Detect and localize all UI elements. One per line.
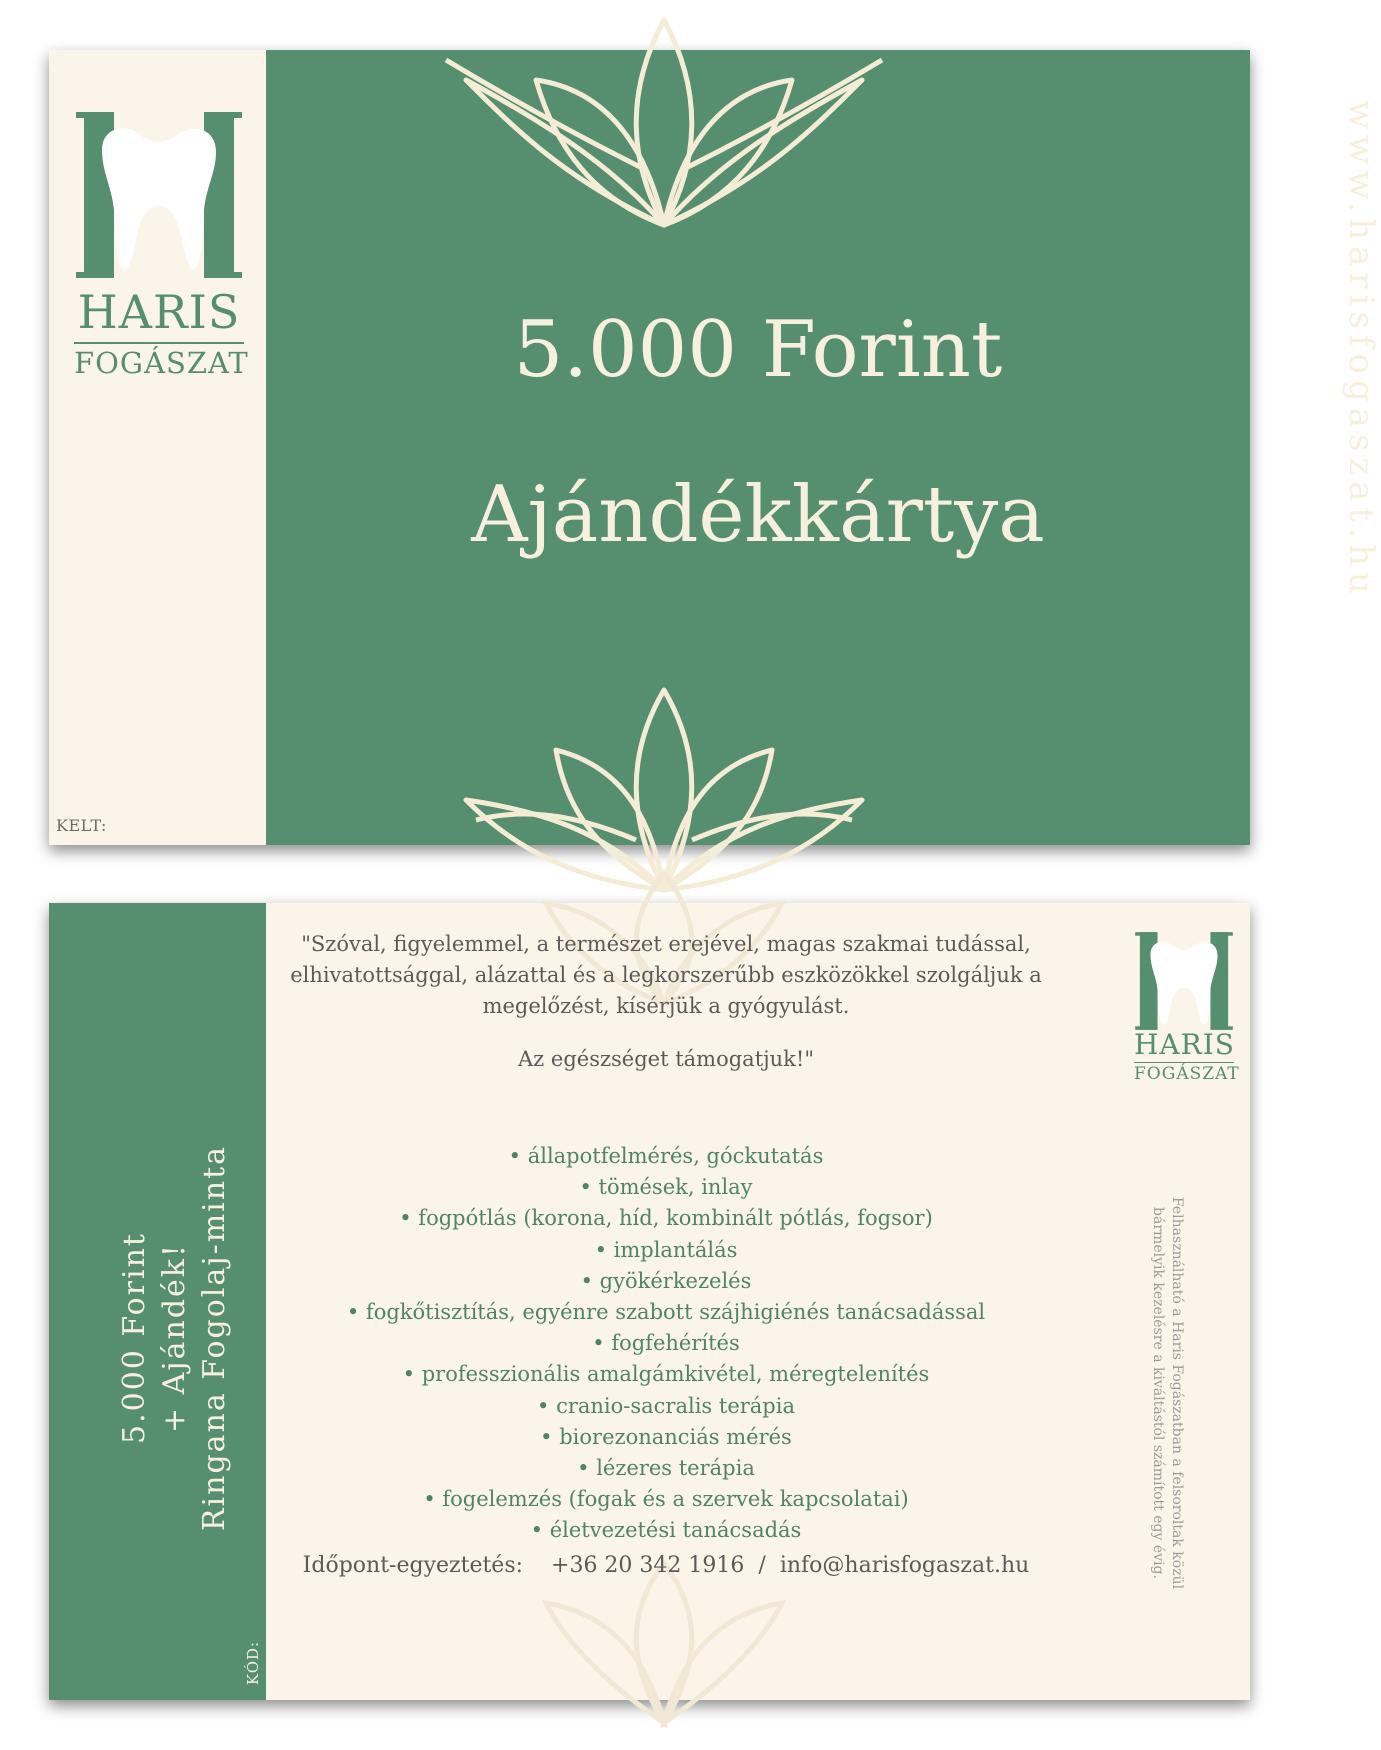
list-item: • implantálás <box>266 1235 1066 1266</box>
gift-card-back <box>49 903 1250 1700</box>
services-list <box>266 1141 1066 1547</box>
validity-line-2: bármelyik kezelésre a kiváltástól számított egy évig. <box>1150 1207 1166 1579</box>
promo-gift: + Ajándék! <box>157 1242 192 1434</box>
tooth-h-logo-icon <box>1134 931 1234 1031</box>
list-item: • állapotfelmérés, góckutatás <box>266 1141 1066 1172</box>
website-url-text: www.harisfogaszat.hu <box>1341 100 1381 600</box>
email-address[interactable]: info@harisfogaszat.hu <box>779 1553 1030 1578</box>
date-label: KELT: <box>56 816 107 835</box>
list-item: • biorezonanciás mérés <box>266 1422 1066 1453</box>
list-item: • gyökérkezelés <box>266 1266 1066 1297</box>
gift-card-title: Ajándékkártya <box>471 470 1045 560</box>
list-item: • fogkőtisztítás, egyénre szabott szájhigiénés tanácsadással <box>266 1297 1066 1328</box>
contact-separator: / <box>758 1553 766 1578</box>
gift-card-front <box>49 50 1381 845</box>
contact-label: Időpont-egyeztetés: <box>302 1553 524 1578</box>
quote-tagline: Az egészséget támogatjuk!" <box>517 1047 814 1071</box>
list-item: • fogpótlás (korona, híd, kombinált pótlás, fogsor) <box>266 1203 1066 1234</box>
list-item: • fogelemzés (fogak és a szervek kapcsolatai) <box>266 1484 1066 1515</box>
front-side-panel <box>49 50 266 845</box>
list-item: • tömések, inlay <box>266 1172 1066 1203</box>
logo-name-fogaszat: FOGÁSZAT <box>1134 1064 1240 1084</box>
logo-name-haris: HARIS <box>1134 1028 1235 1061</box>
logo-divider <box>74 342 244 344</box>
phone-number[interactable]: +36 20 342 1916 <box>551 1553 745 1578</box>
validity-line-1: Felhasználható a Haris Fogászatban a felsoroltak közül <box>1169 1196 1185 1590</box>
list-item: • cranio-sacralis terápia <box>266 1391 1066 1422</box>
tooth-h-logo-icon <box>74 110 244 280</box>
front-main-panel <box>266 50 1381 845</box>
gift-amount: 5.000 Forint <box>513 305 1003 395</box>
code-label-text: KÓD: <box>244 1640 262 1686</box>
list-item: • fogfehérítés <box>266 1328 1066 1359</box>
list-item: • életvezetési tanácsadás <box>266 1515 1066 1546</box>
quote-text: "Szóval, figyelemmel, a természet erejével, magas szakmai tudással, elhivatottsággal, alázattal és a legkorszerűbb eszközökkel szolgáljuk a megelőzést, kísérjük a gyógyulást. <box>290 932 1042 1018</box>
haris-logo <box>74 110 249 425</box>
promo-amount: 5.000 Forint <box>117 1232 152 1444</box>
back-side-panel <box>49 903 266 1700</box>
list-item: • lézeres terápia <box>266 1453 1066 1484</box>
list-item: • professzionális amalgámkivétel, méregtelenítés <box>266 1359 1066 1390</box>
logo-name-fogaszat: FOGÁSZAT <box>74 346 249 380</box>
logo-name-haris: HARIS <box>77 285 241 339</box>
contact-line <box>266 1553 1066 1578</box>
clinic-quote <box>266 929 1066 1075</box>
lotus-ornament-icon <box>266 50 1250 845</box>
promo-product: Ringana Fogolaj-minta <box>197 1144 232 1532</box>
haris-logo-small <box>1134 931 1240 1086</box>
logo-divider <box>1134 1062 1234 1063</box>
back-main-panel <box>266 903 1250 1700</box>
